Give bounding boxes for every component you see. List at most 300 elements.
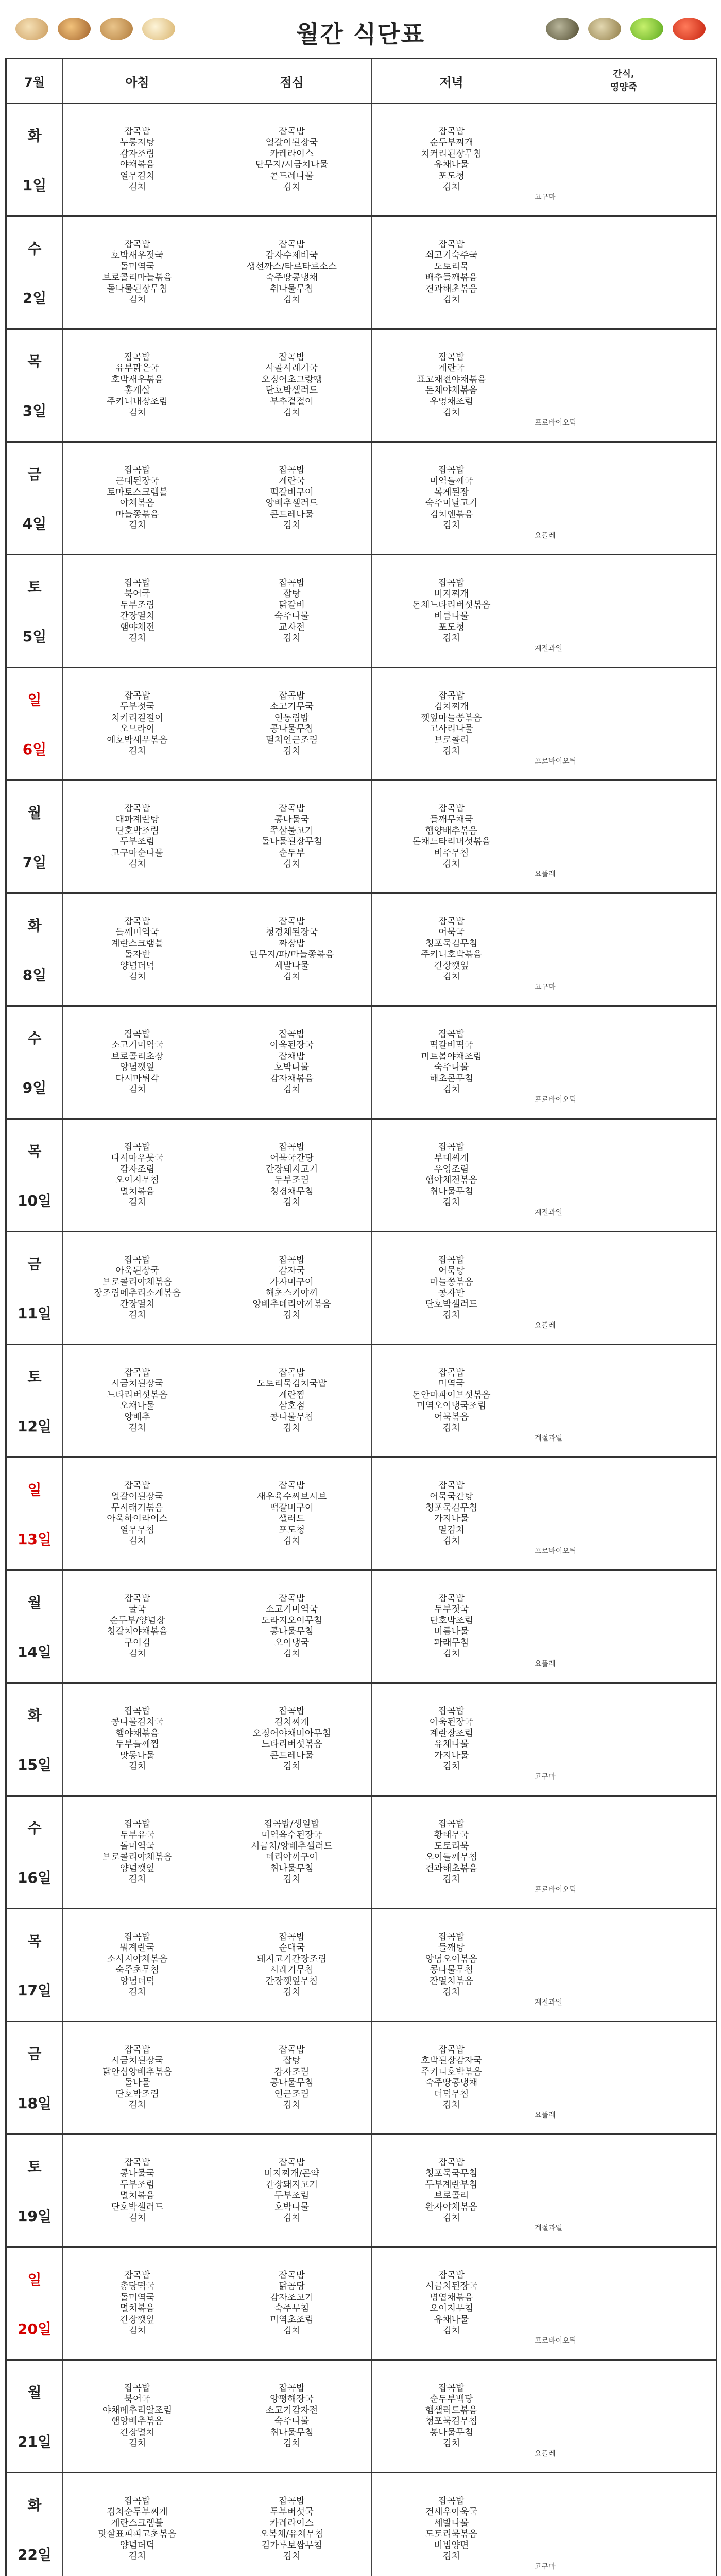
- breakfast-cell: [63, 1232, 212, 1345]
- menu-item: 감자국: [279, 1266, 305, 1276]
- lunch-cell: [212, 1458, 372, 1570]
- menu-item: 시래기무침: [270, 1965, 314, 1975]
- menu-item: 돈채느타리버섯볶음: [412, 600, 491, 611]
- snack-cell: [531, 1345, 717, 1458]
- menu-item: 토마토스크램블: [107, 487, 168, 498]
- menu-item: 단호박샐러드: [425, 1299, 478, 1310]
- menu-item: 간장멸치: [119, 611, 155, 621]
- menu-item: 콩자반: [438, 1288, 465, 1298]
- menu-item: 잡곡밥: [438, 126, 465, 137]
- day-row: [6, 1570, 717, 1683]
- menu-item: 잡곡밥: [124, 1029, 150, 1040]
- menu-item: 잡곡밥: [124, 690, 150, 701]
- menu-item: 김치: [128, 1197, 146, 1208]
- menu-item: 김치: [283, 972, 301, 982]
- menu-item: 취나물무침: [270, 283, 314, 294]
- menu-item: 샐러드: [279, 1514, 305, 1524]
- menu-item: 숙주땅콩냉채: [265, 273, 318, 283]
- snack-note: 고구마: [535, 983, 556, 991]
- menu-item: 김치: [442, 1084, 460, 1095]
- menu-item: 미역국: [438, 1379, 465, 1389]
- menu-item: 비지찌개/곤약: [264, 2168, 320, 2179]
- menu-item: 감자조림: [119, 148, 155, 159]
- menu-item: 홍게살: [124, 385, 150, 396]
- menu-item: 구이김: [124, 1637, 150, 1648]
- menu-item: 멸치연근조림: [265, 735, 318, 745]
- menu-item: 가자미구이: [270, 1277, 314, 1287]
- menu-item: 양념깻잎: [119, 1863, 155, 1874]
- snack-note: 프로바이오틱: [535, 419, 577, 427]
- day-cell: [6, 781, 63, 893]
- dinner-header: 저녁: [372, 59, 531, 104]
- menu-item: 근대된장국: [115, 476, 159, 486]
- menu-item: 명엽채볶음: [430, 2292, 473, 2303]
- menu-item: 청경채된장국: [265, 927, 318, 938]
- menu-item: 김치: [442, 2100, 460, 2110]
- menu-item: 순두부백탕: [430, 2394, 473, 2404]
- menu-item: 카레라이스: [270, 148, 314, 159]
- menu-item: 김치: [128, 1987, 146, 1997]
- menu-item: 양배추데리야끼볶음: [252, 1299, 331, 1310]
- menu-item: 순두부/양념장: [109, 1615, 165, 1626]
- menu-item: 계란국: [279, 476, 305, 486]
- dinner-cell: [372, 216, 531, 329]
- menu-item: 두부들깨찜: [115, 1739, 159, 1750]
- menu-item: 고사리나물: [430, 724, 473, 734]
- menu-item: 아욱된장국: [270, 1040, 314, 1050]
- menu-item: 브로콜리마늘볶음: [102, 273, 173, 283]
- menu-item: 맛살표피피고초볶음: [98, 2529, 177, 2539]
- dinner-cell: [372, 1570, 531, 1683]
- menu-item: 김치: [283, 2326, 301, 2336]
- menu-item: 감자수제비국: [265, 250, 318, 261]
- day-cell: [6, 555, 63, 668]
- menu-item: 김치: [283, 2100, 301, 2110]
- menu-item: 더덕무침: [434, 2089, 469, 2099]
- weekday-label: 월: [27, 2384, 42, 2401]
- dinner-cell: [372, 1119, 531, 1232]
- lunch-header: 점심: [212, 59, 372, 104]
- menu-item: 김치: [442, 1536, 460, 1546]
- menu-item: 단호박조림: [115, 825, 159, 836]
- day-row: [6, 329, 717, 442]
- menu-item: 브로콜리야채볶음: [102, 1277, 173, 1287]
- weekday-label: 월: [27, 1594, 42, 1611]
- menu-item: 봉나물무침: [430, 2427, 473, 2438]
- lunch-cell: [212, 1232, 372, 1345]
- snack-cell: [531, 555, 717, 668]
- dinner-cell: [372, 1232, 531, 1345]
- menu-item: 김치: [128, 1310, 146, 1320]
- menu-item: 잡곡밥: [438, 1255, 465, 1265]
- menu-item: 소시지야채볶음: [107, 1954, 168, 1964]
- menu-item: 포도청: [279, 1524, 305, 1535]
- menu-item: 북어국: [124, 589, 150, 599]
- snack-note: 고구마: [535, 193, 556, 201]
- breakfast-cell: [63, 329, 212, 442]
- menu-item: 주키니호박볶음: [421, 2066, 482, 2077]
- weekday-label: 목: [27, 1143, 42, 1160]
- menu-item: 양배추샐러드: [265, 498, 318, 509]
- snack-note: 요플레: [535, 532, 556, 540]
- day-cell: [6, 2473, 63, 2576]
- dinner-cell: [372, 1796, 531, 1909]
- menu-item: 시금치된장국: [111, 1379, 164, 1389]
- menu-item: 잡곡밥: [124, 1142, 150, 1153]
- lunch-cell: [212, 1796, 372, 1909]
- menu-item: 카레라이스: [270, 2518, 314, 2529]
- day-row: [6, 442, 717, 555]
- menu-item: 청경채무침: [270, 1186, 314, 1197]
- menu-item: 김치: [128, 295, 146, 305]
- menu-item: 포도청: [438, 171, 465, 181]
- day-row: [6, 1909, 717, 2022]
- breakfast-cell: [63, 1345, 212, 1458]
- snack-note: 계절과일: [535, 2224, 563, 2232]
- menu-item: 해초콘무침: [430, 1073, 473, 1084]
- day-row: [6, 2473, 717, 2576]
- menu-item: 오이들깨무침: [425, 1852, 478, 1862]
- menu-item: 잡곡밥: [124, 352, 150, 363]
- menu-item: 김치: [128, 1536, 146, 1546]
- menu-item: 소고기미역국: [111, 1040, 164, 1050]
- menu-item: 김치: [283, 182, 301, 192]
- menu-item: 잡곡밥: [279, 1593, 305, 1604]
- menu-item: 김치: [283, 1084, 301, 1095]
- menu-item: 도토리묵: [434, 1841, 469, 1852]
- menu-item: 대파계란탕: [115, 815, 159, 825]
- menu-item: 햄야채볶음: [115, 1728, 159, 1739]
- menu-item: 완자야채볶음: [425, 2201, 478, 2212]
- menu-item: 김치: [442, 746, 460, 756]
- menu-item: 김치: [442, 408, 460, 418]
- menu-item: 김치순두부찌개: [107, 2507, 168, 2517]
- menu-item: 간장돼지고기: [265, 1164, 318, 1175]
- day-row: [6, 1006, 717, 1119]
- menu-item: 포도청: [438, 622, 465, 633]
- menu-item: 잡곡밥: [438, 2270, 465, 2281]
- menu-item: 두부젓국: [434, 1604, 469, 1615]
- menu-item: 양념더덕: [119, 1976, 155, 1987]
- menu-item: 잡곡밥: [124, 2496, 150, 2506]
- menu-item: 잡곡밥: [279, 578, 305, 588]
- menu-item: 김치: [283, 1310, 301, 1320]
- menu-item: 도토리묵김치국밥: [256, 1379, 327, 1389]
- day-row: [6, 104, 717, 216]
- menu-item: 미역초조림: [270, 2314, 314, 2325]
- menu-item: 우엉채조림: [430, 396, 473, 407]
- weekday-label: 화: [27, 127, 42, 144]
- menu-item: 돌자반: [124, 950, 150, 960]
- menu-item: 뭐계란국: [119, 1943, 155, 1953]
- date-label: 11일: [17, 1305, 52, 1322]
- menu-item: 잡곡밥: [124, 916, 150, 927]
- menu-item: 비지찌개: [434, 589, 469, 599]
- menu-item: 야채볶음: [119, 160, 155, 170]
- snack-cell: [531, 2022, 717, 2134]
- breakfast-cell: [63, 781, 212, 893]
- weekday-label: 토: [27, 579, 42, 596]
- menu-item: 청포묵국무침: [425, 2168, 478, 2179]
- menu-item: 잡곡밥: [279, 1706, 305, 1717]
- menu-item: 김치: [283, 1197, 301, 1208]
- date-label: 10일: [17, 1192, 52, 1209]
- menu-item: 미역들깨국: [430, 476, 473, 486]
- menu-item: 김치: [442, 295, 460, 305]
- menu-item: 콩나물무침: [270, 724, 314, 734]
- lunch-cell: [212, 781, 372, 893]
- menu-item: 김치: [283, 2213, 301, 2223]
- day-cell: [6, 893, 63, 1006]
- menu-item: 간장멸치: [119, 2427, 155, 2438]
- menu-item: 김가루보쌈무침: [261, 2540, 322, 2551]
- menu-item: 느타리버섯볶음: [261, 1739, 322, 1750]
- menu-item: 잡곡밥: [279, 2496, 305, 2506]
- menu-item: 잡곡밥: [438, 2044, 465, 2055]
- menu-item: 잡곡밥: [438, 578, 465, 588]
- snack-cell: [531, 1006, 717, 1119]
- menu-item: 잡곡밥: [279, 465, 305, 476]
- menu-item: 김치: [283, 1649, 301, 1659]
- menu-item: 돌나물된장무침: [261, 837, 322, 847]
- weekday-label: 화: [27, 2497, 42, 2514]
- menu-item: 콘드레나물: [270, 1750, 314, 1761]
- menu-item: 잡곡밥: [124, 1706, 150, 1717]
- weekday-label: 화: [27, 1707, 42, 1724]
- menu-item: 양평해장국: [270, 2394, 314, 2404]
- breakfast-cell: [63, 2134, 212, 2247]
- menu-item: 오채나물: [119, 1401, 155, 1411]
- weekday-label: 토: [27, 2158, 42, 2175]
- menu-item: 가지나물: [434, 1750, 469, 1761]
- snack-cell: [531, 668, 717, 781]
- dinner-cell: [372, 2247, 531, 2360]
- menu-item: 콩나물무침: [270, 2078, 314, 2088]
- menu-item: 김치: [128, 520, 146, 531]
- menu-item: 김치찌개: [274, 1717, 310, 1727]
- menu-item: 세발나물: [274, 960, 310, 971]
- day-cell: [6, 668, 63, 781]
- dinner-cell: [372, 1006, 531, 1119]
- menu-item: 잡곡밥: [279, 2270, 305, 2281]
- day-cell: [6, 2134, 63, 2247]
- lunch-cell: [212, 104, 372, 216]
- menu-item: 잡곡밥: [279, 1480, 305, 1491]
- menu-item: 맛동나물: [119, 1750, 155, 1761]
- menu-item: 소고기무국: [270, 702, 314, 712]
- day-row: [6, 1796, 717, 1909]
- menu-item: 아욱된장국: [430, 1717, 473, 1727]
- day-row: [6, 1683, 717, 1796]
- menu-item: 숙주나물: [434, 1062, 469, 1073]
- menu-item: 견과해초볶음: [425, 283, 478, 294]
- date-label: 3일: [22, 402, 47, 419]
- dinner-cell: [372, 555, 531, 668]
- snack-cell: [531, 2360, 717, 2473]
- date-label: 7일: [22, 854, 47, 871]
- menu-item: 김치: [442, 1310, 460, 1320]
- snack-header-line2: 영양죽: [610, 82, 638, 93]
- day-cell: [6, 329, 63, 442]
- menu-item: 계란스크램블: [111, 2518, 164, 2529]
- menu-item: 콘드레나물: [270, 509, 314, 520]
- menu-item: 떡갈비구이: [270, 1502, 314, 1513]
- dinner-cell: [372, 1909, 531, 2022]
- snack-note: 프로바이오틱: [535, 1547, 577, 1555]
- egg-icon: [588, 18, 621, 40]
- menu-item: 마늘쫑볶음: [115, 509, 159, 520]
- menu-item: 김치: [128, 2326, 146, 2336]
- menu-item: 가지나물: [434, 1514, 469, 1524]
- breakfast-header: 아침: [63, 59, 212, 104]
- menu-item: 호박된장감자국: [421, 2056, 482, 2066]
- menu-item: 김치: [442, 1649, 460, 1659]
- menu-item: 야채볶음: [119, 498, 155, 509]
- day-row: [6, 1119, 717, 1232]
- menu-item: 김치: [283, 1874, 301, 1885]
- menu-item: 치커리겉절이: [111, 713, 164, 723]
- menu-item: 햄양배추볶음: [425, 825, 478, 836]
- menu-item: 콩나물무침: [270, 1412, 314, 1422]
- day-row: [6, 2360, 717, 2473]
- menu-item: 어묵탕: [438, 1266, 465, 1276]
- menu-item: 유채나물: [434, 160, 469, 170]
- date-label: 2일: [22, 290, 47, 307]
- menu-item: 열무무침: [119, 1524, 155, 1535]
- menu-item: 감자조림: [119, 1164, 155, 1175]
- menu-item: 짜장밥: [279, 938, 305, 949]
- menu-item: 김치: [442, 2213, 460, 2223]
- menu-item: 김치: [283, 859, 301, 869]
- weekday-label: 금: [27, 1256, 42, 1273]
- menu-item: 잡곡밥: [438, 2383, 465, 2394]
- snack-note: 프로바이오틱: [535, 1886, 577, 1894]
- snack-cell: [531, 1909, 717, 2022]
- menu-item: 비름나물: [434, 611, 469, 621]
- menu-item: 잡곡밥: [279, 690, 305, 701]
- menu-item: 돌나물: [124, 2078, 150, 2088]
- menu-item: 브로콜리야채볶음: [102, 1852, 173, 1862]
- breakfast-cell: [63, 2022, 212, 2134]
- menu-item: 잡곡밥/생일밥: [264, 1819, 320, 1829]
- menu-item: 두부조림: [274, 2191, 310, 2201]
- breakfast-cell: [63, 668, 212, 781]
- day-cell: [6, 1345, 63, 1458]
- menu-item: 김치: [283, 746, 301, 756]
- lunch-cell: [212, 1683, 372, 1796]
- breakfast-cell: [63, 1683, 212, 1796]
- menu-item: 콩나물무침: [430, 1965, 473, 1975]
- menu-item: 잡곡밥: [279, 239, 305, 250]
- menu-item: 잡곡밥: [279, 916, 305, 927]
- menu-item: 김치앤볶음: [430, 509, 473, 520]
- menu-item: 양념더덕: [119, 2540, 155, 2551]
- snack-cell: [531, 1232, 717, 1345]
- weekday-label: 일: [27, 2271, 42, 2288]
- menu-item: 견과해초볶음: [425, 1863, 478, 1874]
- menu-item: 김치: [128, 2213, 146, 2223]
- menu-item: 잡곡밥: [124, 1255, 150, 1265]
- menu-item: 비주무침: [434, 848, 469, 858]
- menu-item: 김치: [283, 295, 301, 305]
- lunch-cell: [212, 1119, 372, 1232]
- menu-item: 오이지무침: [115, 1175, 159, 1185]
- weekday-label: 금: [27, 2045, 42, 2062]
- date-label: 12일: [17, 1418, 52, 1435]
- menu-item: 잡곡밥: [438, 239, 465, 250]
- menu-item: 느타리버섯볶음: [107, 1389, 168, 1400]
- menu-item: 연근조림: [274, 2089, 310, 2099]
- lunch-cell: [212, 2473, 372, 2576]
- dinner-cell: [372, 1345, 531, 1458]
- breakfast-cell: [63, 893, 212, 1006]
- menu-item: 어묵국간탕: [270, 1153, 314, 1163]
- menu-item: 잡곡밥: [279, 803, 305, 814]
- menu-item: 콩나물국: [274, 815, 310, 825]
- menu-item: 잡곡밥: [279, 1029, 305, 1040]
- menu-item: 얼갈이된장국: [111, 1492, 164, 1502]
- breakfast-cell: [63, 555, 212, 668]
- menu-item: 두부조림: [119, 2179, 155, 2190]
- menu-item: 유채나물: [434, 1739, 469, 1750]
- snack-note: 고구마: [535, 1773, 556, 1781]
- date-label: 1일: [22, 177, 47, 194]
- menu-item: 황태무국: [434, 1830, 469, 1840]
- snack-cell: [531, 1683, 717, 1796]
- menu-item: 잡곡밥: [124, 1931, 150, 1942]
- menu-item: 브로콜리: [434, 735, 469, 745]
- menu-item: 감자조고기: [270, 2292, 314, 2303]
- date-label: 21일: [17, 2433, 52, 2450]
- weekday-label: 일: [27, 691, 42, 708]
- dinner-cell: [372, 781, 531, 893]
- menu-item: 다시마튀각: [115, 1073, 159, 1084]
- menu-item: 김치: [442, 1761, 460, 1772]
- menu-item: 김치: [442, 972, 460, 982]
- menu-item: 숙주나물: [274, 611, 310, 621]
- date-label: 19일: [17, 2208, 52, 2225]
- menu-item: 도라지오이무침: [261, 1615, 322, 1626]
- day-row: [6, 1232, 717, 1345]
- menu-item: 양념더덕: [119, 960, 155, 971]
- menu-item: 잡채밥: [279, 1051, 305, 1062]
- menu-item: 어묵국: [438, 927, 465, 938]
- menu-item: 잡곡밥: [124, 578, 150, 588]
- menu-item: 잡곡밥: [279, 2157, 305, 2168]
- menu-item: 호박나물: [274, 1062, 310, 1073]
- menu-item: 김치: [442, 1197, 460, 1208]
- snack-header-line1: 간식,: [613, 69, 634, 79]
- menu-item: 두부조림: [274, 1175, 310, 1185]
- menu-item: 잡곡밥: [124, 2383, 150, 2394]
- menu-item: 간장깻잎: [119, 2314, 155, 2325]
- menu-item: 김치: [283, 408, 301, 418]
- menu-item: 숙주무침: [274, 2303, 310, 2314]
- day-cell: [6, 1119, 63, 1232]
- menu-item: 애호박새우볶음: [107, 735, 168, 745]
- meal-table: [5, 58, 717, 2576]
- menu-item: 청포묵김무침: [425, 938, 478, 949]
- snack-note: 프로바이오틱: [535, 757, 577, 766]
- menu-item: 햄샐러드볶음: [425, 2405, 478, 2416]
- menu-item: 김치: [128, 408, 146, 418]
- menu-item: 간장깻잎: [434, 960, 469, 971]
- weekday-label: 토: [27, 1368, 42, 1385]
- lunch-cell: [212, 216, 372, 329]
- menu-item: 청포묵김무침: [425, 1502, 478, 1513]
- sushi-icon: [546, 18, 579, 40]
- menu-item: 취나물무침: [270, 1863, 314, 1874]
